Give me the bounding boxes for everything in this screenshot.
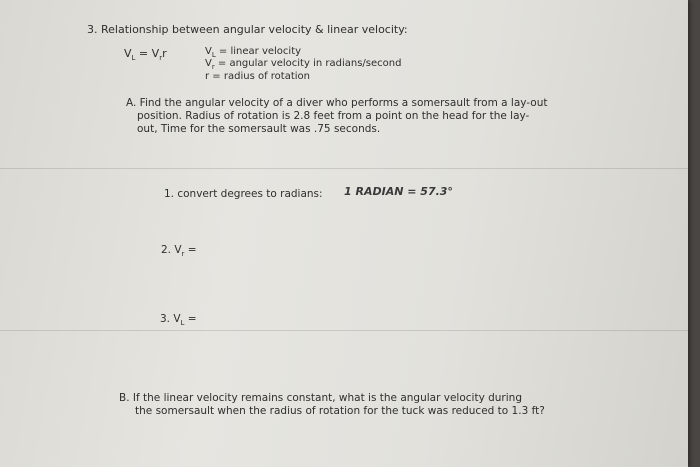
part-a-line-2: position. Radius of rotation is 2.8 feet from a point on the head for the lay- <box>137 110 530 122</box>
main-formula: $V_L = V_rr$ <box>124 47 167 63</box>
part-a-line-3: out, Time for the somersault was .75 seconds. <box>137 123 381 135</box>
definition-radius: r = radius of rotation <box>205 71 310 82</box>
step-3-label: 3. $V_L$ = <box>160 313 197 328</box>
step-1-label: 1. convert degrees to radians: <box>164 188 323 200</box>
definition-angular-velocity: $V_r$ = angular velocity in radians/second <box>205 58 402 71</box>
step-1-handwritten-note: 1 RADIAN = 57.3° <box>344 185 453 198</box>
part-b-line-1: B. If the linear velocity remains constant, what is the angular velocity during <box>119 392 522 404</box>
question-heading: 3. Relationship between angular velocity & linear velocity: <box>87 23 408 36</box>
definition-linear-velocity: $V_L$ = linear velocity <box>205 46 302 59</box>
part-a-line-1: A. Find the angular velocity of a diver who performs a somersault from a lay-out <box>126 97 548 109</box>
paper-fold-line <box>0 168 688 169</box>
part-b-line-2: the somersault when the radius of rotation for the tuck was reduced to 1.3 ft? <box>135 405 545 417</box>
paper-fold-line <box>0 330 688 331</box>
step-2-label: 2. $V_r$ = <box>161 244 197 259</box>
